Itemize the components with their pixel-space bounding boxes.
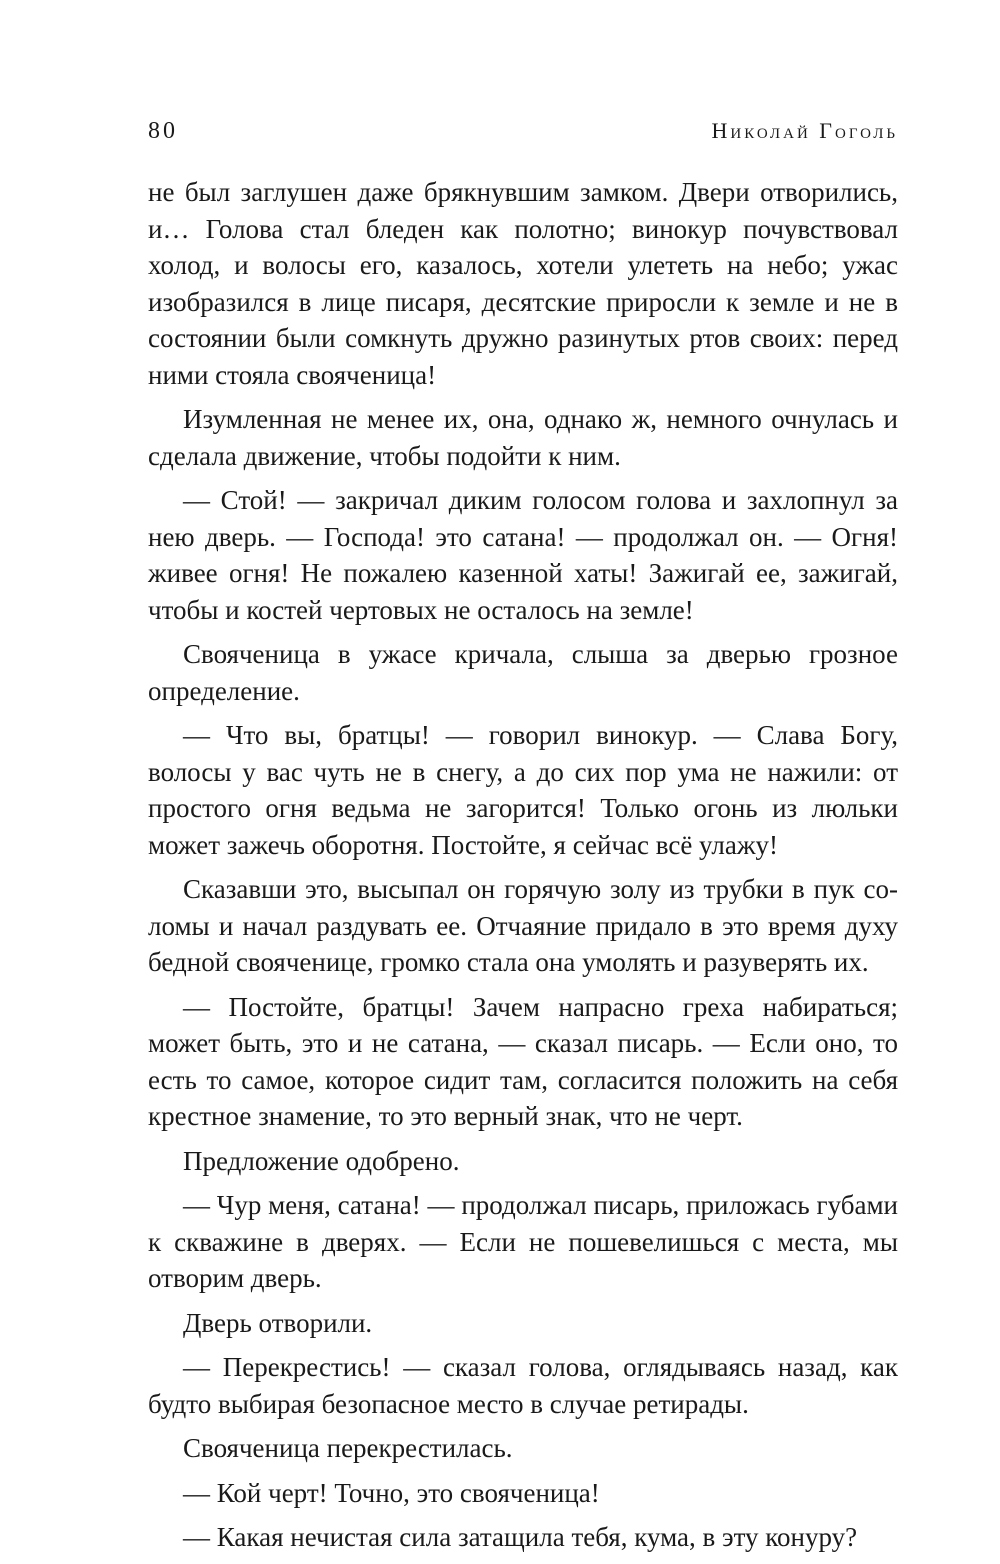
paragraph: — Чур меня, сатана! — продолжал писарь, приложась губами к скважине в дверях. — Если не пошевелишься с места, мы отворим дверь. [148, 1190, 898, 1293]
paragraph: Изумленная не менее их, она, однако ж, немного очнулась и сделала движение, чтобы подойти к ним. [148, 404, 898, 471]
body-text [148, 174, 898, 1556]
paragraph: Дверь отворили. [183, 1307, 373, 1338]
paragraph: — Перекрестись! — сказал голова, оглядываясь назад, как будто выбирая безопасное место в случае ретирады. [148, 1352, 898, 1419]
running-head [148, 118, 898, 158]
paragraph: Свояченица перекрестилась. [183, 1433, 513, 1463]
book-page [148, 118, 898, 1564]
paragraph: — Стой! — закричал диким голосом голова и захлопнул за нею дверь. — Господа! это сатана! — продолжал он. — Огня! живее огня! Не пожалею казенной хаты! Зажигай ее, зажигай, чтобы и костей чертовых не осталось на земле! [148, 485, 898, 625]
paragraph: — Кой черт! Точно, это свояченица! [183, 1477, 600, 1508]
paragraph: — Что вы, братцы! — говорил винокур. — Слава Богу, волосы у вас чуть не в снегу, а до сих пор ума не нажили: от простого огня ведьма не загорится! Только огонь из люльки может зажечь оборотня. Постойте, я сейчас всё улажу! [148, 720, 898, 860]
paragraph: — Постойте, братцы! Зачем напрасно греха набираться; может быть, это и не сатана, — сказал писарь. — Если оно, то есть то самое, которое сидит там, согласится положить на себя крестное знамение, то это верный знак, что не черт. [148, 991, 898, 1131]
page-number: 80 [148, 118, 178, 144]
paragraph: не был заглушен даже брякнувшим замком. Двери отворились, и… Голова стал бледен как полотно; винокур почувствовал холод, и волосы его, казалось, хотели улететь на небо; ужас изобразился в лице писаря, десятские приросли к земле и не в состоянии были сомкнуть дружно разинутых ртов своих: перед ними стояла свояченица! [148, 177, 898, 390]
paragraph: — Какая нечистая сила затащила тебя, кума, в эту конуру? [183, 1522, 858, 1552]
book-author: Николай Гоголь [711, 118, 898, 143]
paragraph: Свояченица в ужасе кричала, слыша за дверью грозное определение. [148, 639, 898, 706]
paragraph: Сказавши это, высыпал он горячую золу из трубки в пук соломы и начал раздувать ее. Отчаяние придало в это время духу бедной свояченице, громко стала она умолять и разуверять их. [148, 874, 898, 977]
paragraph: Предложение одобрено. [183, 1145, 460, 1176]
